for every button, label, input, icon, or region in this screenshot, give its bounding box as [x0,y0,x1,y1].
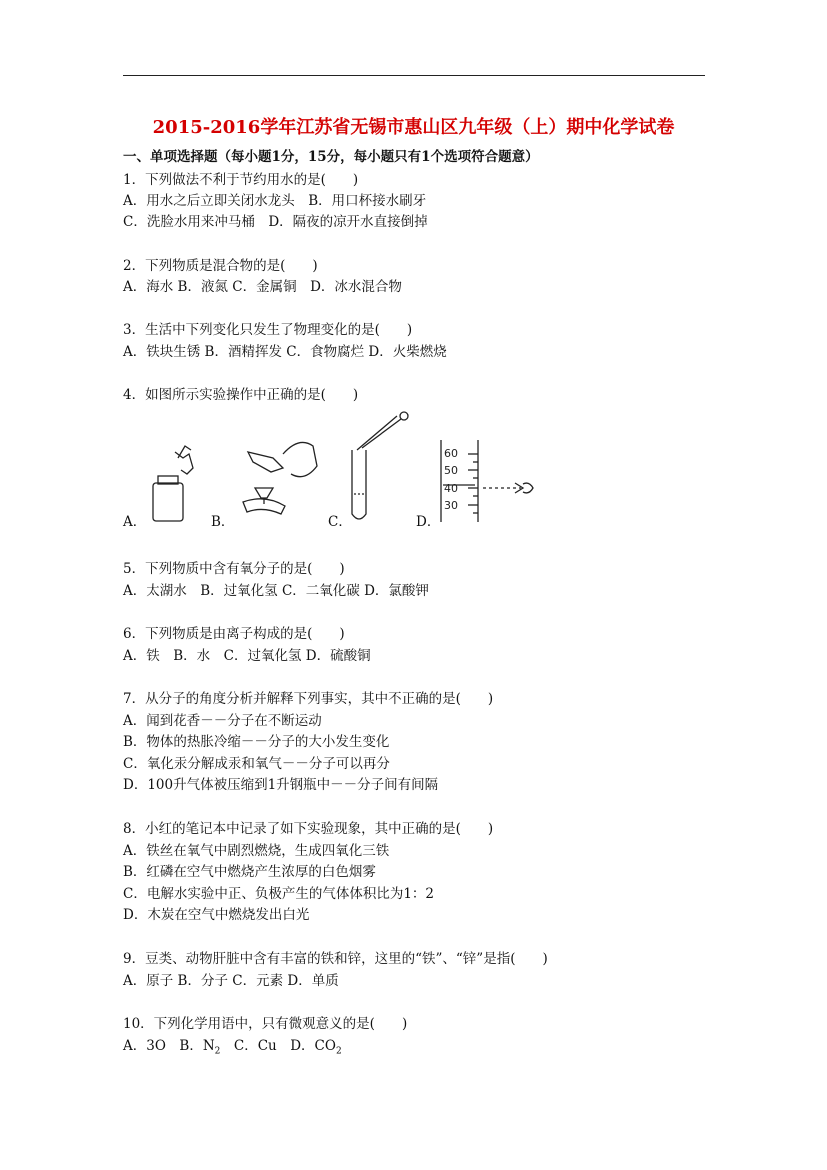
lab-apparatus-illustration [123,410,623,530]
cylinder-tick-60: 60 [444,447,458,460]
q3-stem: 3．生活中下列变化只发生了物理变化的是( ) [123,322,413,338]
q10-options [123,1034,342,1057]
cylinder-tick-40: 40 [444,482,458,495]
header-rule [123,75,705,76]
q6-stem: 6．下列物质是由离子构成的是( ) [123,626,345,642]
q10-n2-subscript: 2 [214,1046,221,1057]
section-heading: 一、单项选择题（每小题1分，15分，每小题只有1个选项符合题意） [123,149,539,165]
test-tube-figure [352,412,408,519]
q1-stem: 1．下列做法不利于节约用水的是( ) [123,172,359,188]
q3-options: A．铁块生锈 B．酒精挥发 C．食物腐烂 D．火柴燃烧 [123,344,447,360]
q8-option-c: C．电解水实验中正、负极产生的气体体积比为1：2 [123,886,435,902]
q8-option-d: D．木炭在空气中燃烧发出白光 [123,907,310,923]
fig-label-c: C． [328,514,352,530]
q2-stem: 2．下列物质是混合物的是( ) [123,258,318,274]
fig-label-d: D． [416,514,441,530]
q8-option-a: A．铁丝在氧气中剧烈燃烧，生成四氧化三铁 [123,843,390,859]
q10-co2-subscript: 2 [335,1046,342,1057]
q8-option-b: B．红磷在空气中燃烧产生浓厚的白色烟雾 [123,864,376,880]
q9-stem: 9．豆类、动物肝脏中含有丰富的铁和锌，这里的“铁”、“锌”是指( ) [123,951,548,967]
q2-options: A．海水 B．液氮 C．金属铜 D．冰水混合物 [123,279,402,295]
bottle-dropper-figure [153,446,193,521]
q1-options-cd: C．洗脸水用来冲马桶 D．隔夜的凉开水直接倒掉 [123,214,428,230]
page-title: 2015-2016学年江苏省无锡市惠山区九年级（上）期中化学试卷 [152,117,675,138]
q8-stem: 8．小红的笔记本中记录了如下实验现象，其中正确的是( ) [123,821,494,837]
q1-options-ab: A．用水之后立即关闭水龙头 B．用口杯接水刷牙 [123,193,427,209]
fig-label-a: A． [123,514,147,530]
q10-option-ab: A．3O B．N [123,1038,215,1054]
fig-label-b: B． [211,514,235,530]
q9-options: A．原子 B．分子 C．元素 D．单质 [123,973,339,989]
cylinder-tick-50: 50 [444,464,458,477]
q7-option-b: B．物体的热胀冷缩－－分子的大小发生变化 [123,734,390,750]
q5-options: A．太湖水 B．过氧化氢 C．二氧化碳 D．氯酸钾 [123,583,429,599]
q10-stem: 10．下列化学用语中，只有微观意义的是( ) [123,1016,408,1032]
q4-figures [123,410,623,530]
q4-stem: 4．如图所示实验操作中正确的是( ) [123,387,359,403]
q7-option-a: A．闻到花香－－分子在不断运动 [123,713,322,729]
q7-option-d: D．100升气体被压缩到1升钢瓶中－－分子间有间隔 [123,777,439,793]
q10-option-cd: C．Cu D．CO [220,1038,336,1054]
q7-option-c: C．氧化汞分解成汞和氧气－－分子可以再分 [123,756,390,772]
q6-options: A．铁 B．水 C．过氧化氢 D．硫酸铜 [123,648,371,664]
q5-stem: 5．下列物质中含有氧分子的是( ) [123,561,345,577]
pouring-figure [243,442,317,514]
cylinder-tick-30: 30 [444,499,458,512]
q7-stem: 7．从分子的角度分析并解释下列事实，其中不正确的是( ) [123,691,494,707]
